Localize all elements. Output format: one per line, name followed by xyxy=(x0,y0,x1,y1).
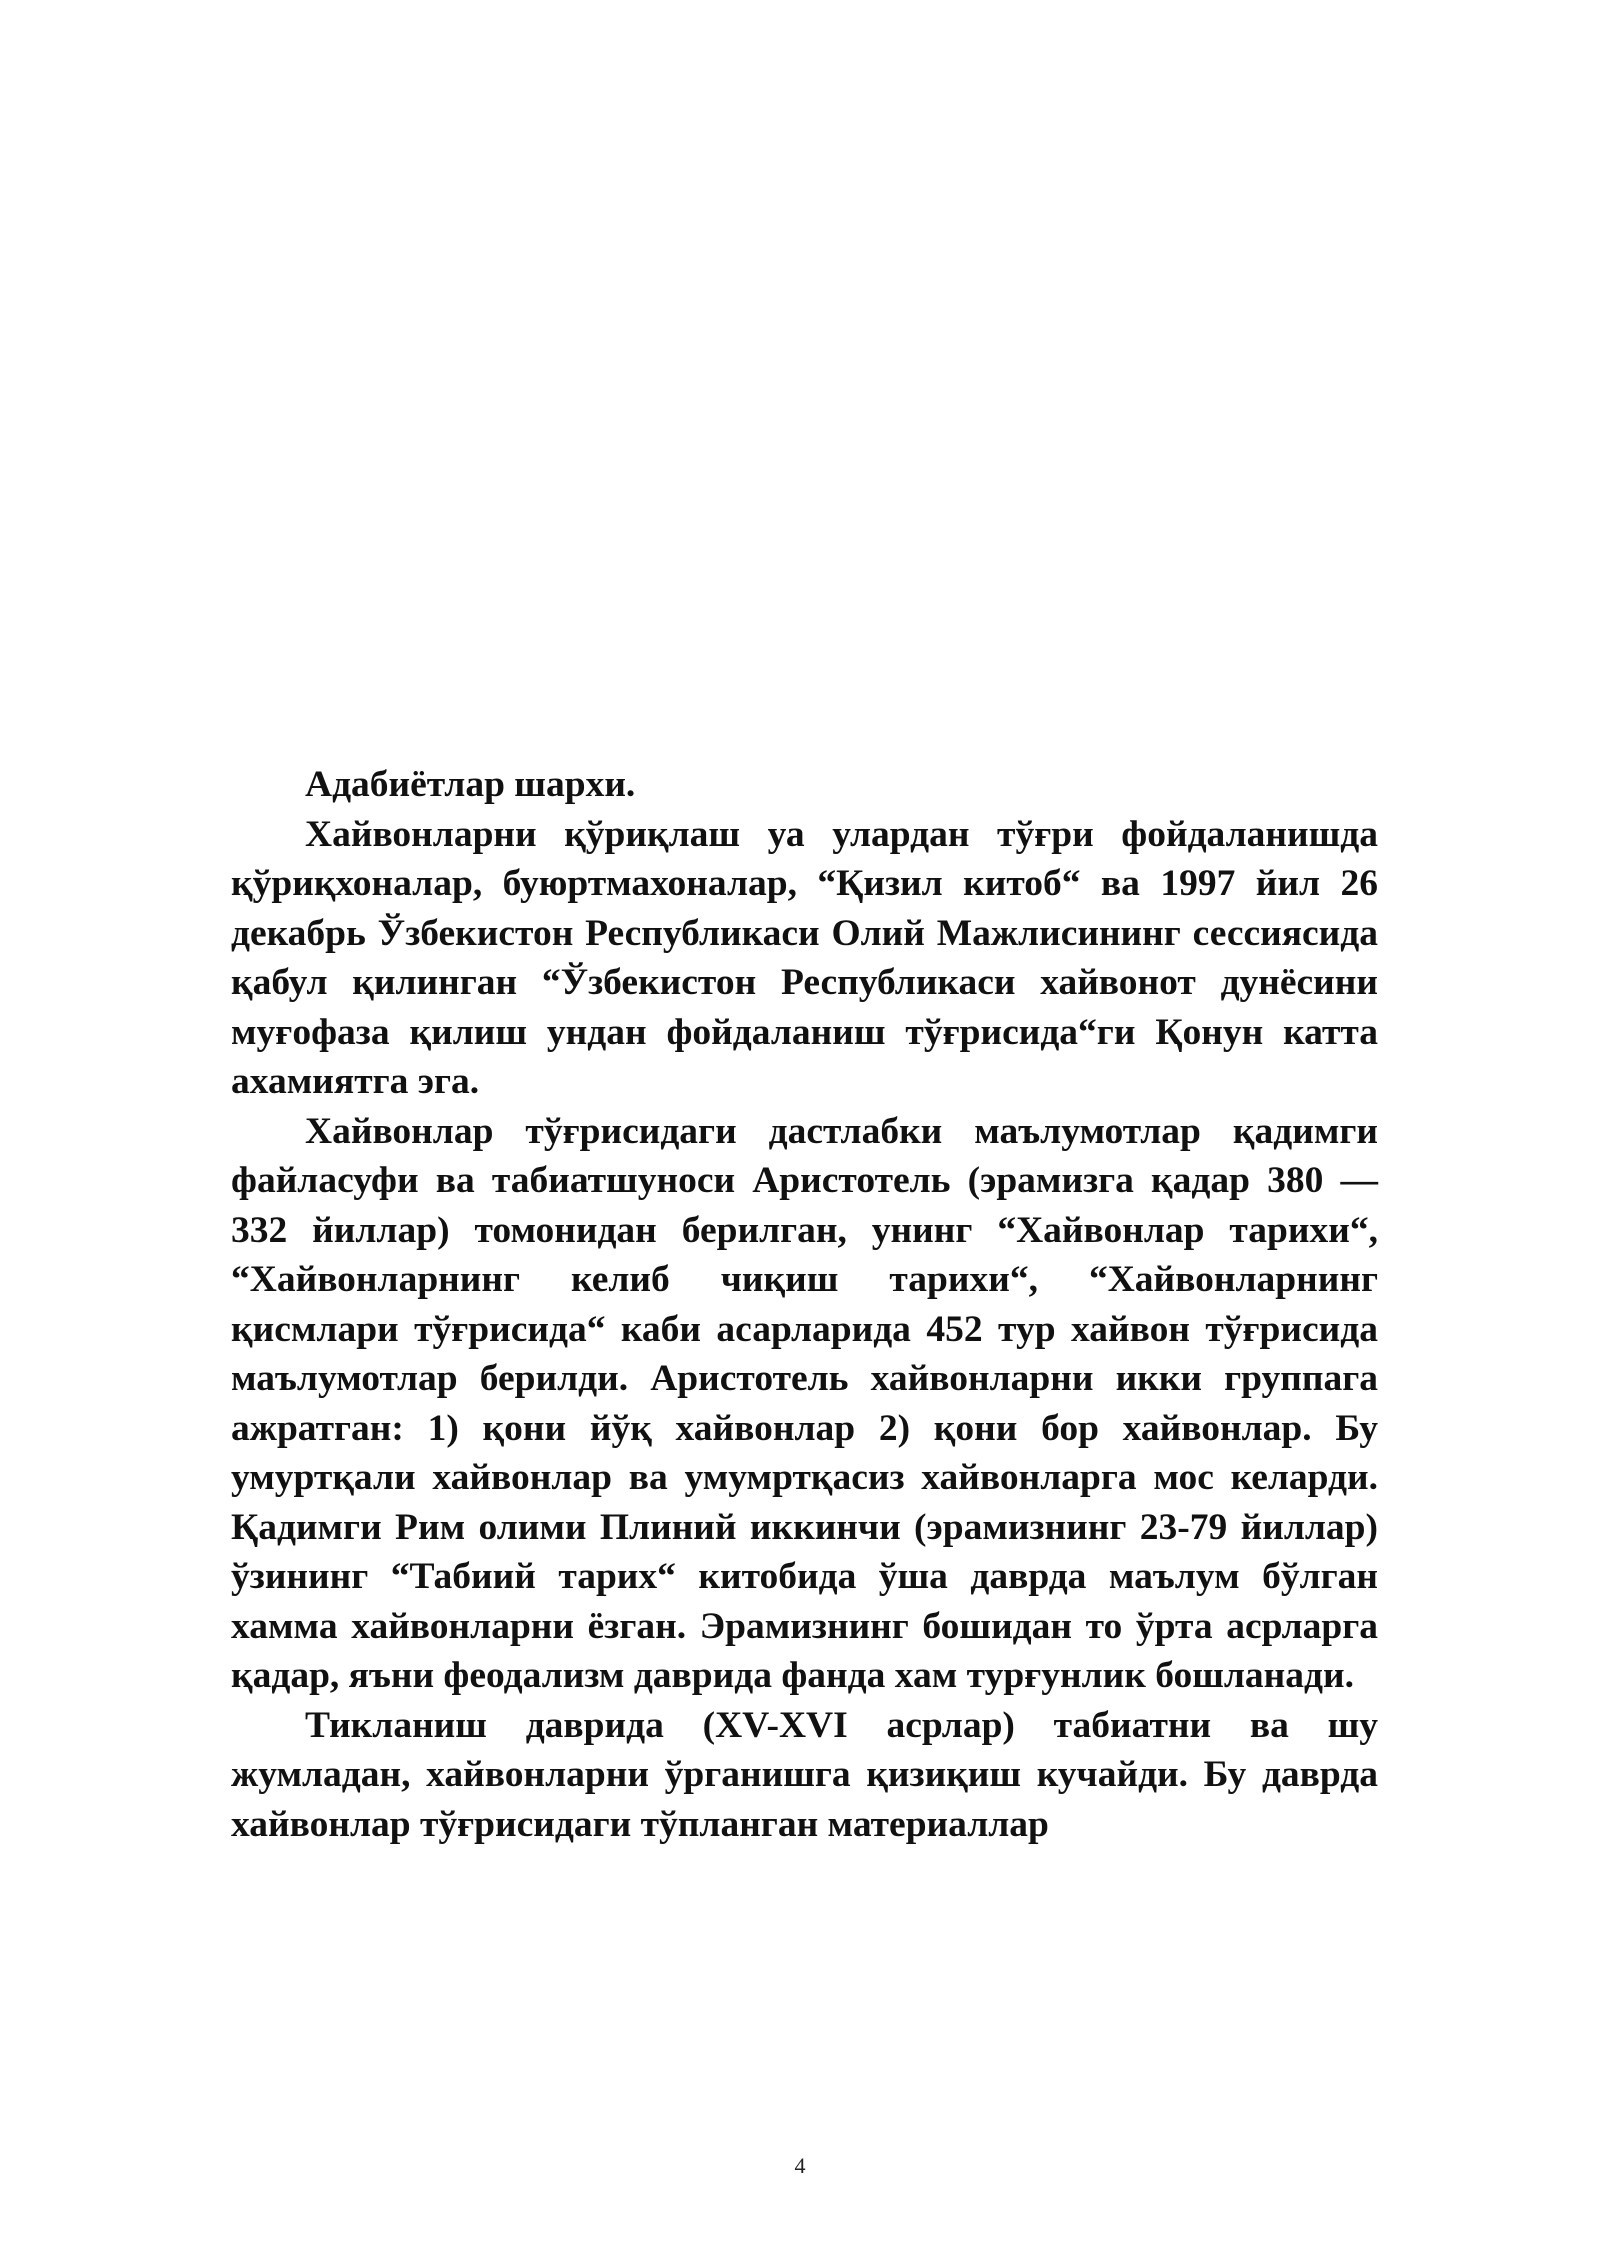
page-content xyxy=(231,760,1378,1849)
section-heading: Адабиётлар шархи. xyxy=(305,764,636,805)
paragraph-1: Хайвонларни қўриқлаш уа улардан тўғри фойдаланишда қўриқхоналар, буюртмахоналар, “Қизил китоб“ ва 1997 йил 26 декабрь Ўзбекистон Республикаси Олий Мажлисининг сессиясида қабул қилинган “Ўзбекистон Республикаси хайвонот дунёсини муғофаза қилиш ундан фойдаланиш тўғрисида“ги Қонун катта ахамиятга эга. xyxy=(231,813,1378,1102)
page-number: 4 xyxy=(794,2153,806,2178)
paragraph-3: Тикланиш даврида (XV-XVI асрлар) табиатни ва шу жумладан, хайвонларни ўрганишга қизиқиш кучайди. Бу даврда хайвонлар тўғрисидаги тўпланган материаллар xyxy=(231,1704,1378,1845)
paragraph-2: Хайвонлар тўғрисидаги дастлабки маълумотлар қадимги файласуфи ва табиатшуноси Аристотель (эрамизга қадар 380 — 332 йиллар) томонидан берилган, унинг “Хайвонлар тарихи“, “Хайвонларнинг келиб чиқиш тарихи“, “Хайвонларнинг қисмлари тўғрисида“ каби асарларида 452 тур хайвон тўғрисида маълумотлар берилди. Аристотель хайвонларни икки группага ажратган: 1) қони йўқ хайвонлар 2) қони бор хайвонлар. Бу умуртқали хайвонлар ва умумртқасиз хайвонларга мос келарди. Қадимги Рим олими Плиний иккинчи (эрамизнинг 23-79 йиллар) ўзининг “Табиий тарих“ китобида ўша даврда маълум бўлган хамма хайвонларни ёзган. Эрамизнинг бошидан то ўрта асрларга қадар, яъни феодализм даврида фанда хам турғунлик бошланади. xyxy=(231,1110,1378,1696)
